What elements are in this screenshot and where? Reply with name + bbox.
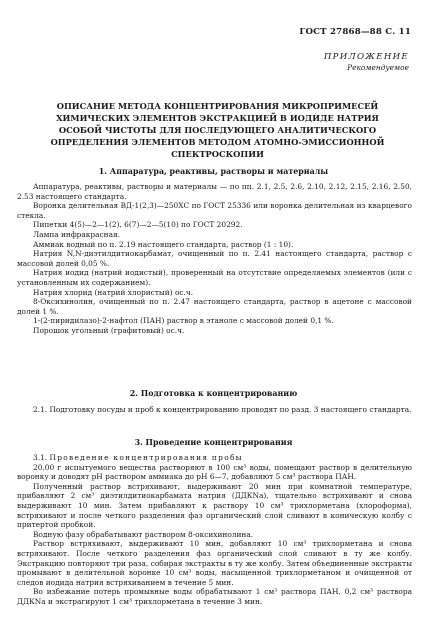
section-2-body <box>17 405 412 415</box>
appendix-title: ПРИЛОЖЕНИЕ <box>323 52 409 62</box>
paragraph: Порошок угольный (графитовый) ос.ч. <box>33 325 185 335</box>
paragraph: 20,00 г испытуемого вещества растворяют в 100 см³ воды, помещают раствор в делительную воронку и доводят рН раствором аммиака до рН 6—7, добавляют 5 см³ раствора ПАН. <box>17 462 412 482</box>
section-1-heading: 1. Аппаратура, реактивы, растворы и материалы <box>98 167 329 176</box>
paragraph: Полученный раствор встряхивают, выдерживают 20 мин при комнатной температуре, прибавляют 2 см³ диэтилдитиокарбамата натрия (ДДКNa), тщательно встряхивают и снова выдерживают 10 мин. Затем прибавляют к раствору 10 см³ трихлорметана (хлороформа), встряхивают и после четкого разделения фаз органический слой сливают в коническую колбу с притертой пробкой. <box>17 481 412 530</box>
appendix-label <box>324 52 409 72</box>
subheading <box>17 453 412 463</box>
paragraph: Натрия хлорид (натрий хлористый) ос.ч. <box>33 287 194 297</box>
section-3-heading: 3. Проведение концентрирования <box>134 438 293 447</box>
subheading-text: Проведение концентрирования пробы <box>49 453 243 462</box>
title-line: ОСОБОЙ ЧИСТОТЫ ДЛЯ ПОСЛЕДУЮЩЕГО АНАЛИТИЧЕСКОГО <box>58 125 377 135</box>
appendix-subtitle: Рекомендуемое <box>347 63 409 72</box>
paragraph: Аммиак водный по п. 2.19 настоящего стандарта, раствор (1 : 10). <box>33 239 294 249</box>
paragraph: Пипетки 4(5)—2—1(2), 6(7)—2—5(10) по ГОСТ 20292. <box>33 220 243 230</box>
section-2-heading: 2. Подготовка к концентрированию <box>129 389 298 398</box>
paragraph: 1-(2-пиридилазо)-2-нафтол (ПАН) раствор в этаноле с массовой долей 0,1 %. <box>33 316 334 326</box>
subheading-number: 3.1. <box>33 453 48 462</box>
paragraph: Во избежание потерь промывные воды обрабатывают 1 см³ раствора ПАН, 0,2 см³ раствора ДДКNa и экстрагируют 1 см³ трихлорметана в течение 3 мин. <box>17 587 412 606</box>
paragraph: Аппаратура, реактивы, растворы и материалы — по пп. 2.1, 2.5, 2.6, 2.10, 2.12, 2.15, 2.16, 2.50, 2.53 настоящего стандарта. <box>17 182 412 201</box>
paragraph: 8-Оксихинолин, очищенный по п. 2.47 настоящего стандарта, раствор в ацетоне с массовой долей 1 %. <box>17 297 412 316</box>
paragraph: Натрия N,N-диэтилдитиокарбамат, очищенный по п. 2.41 настоящего стандарта, раствор с массовой долей 0,05 %. <box>17 249 412 268</box>
paragraph: Лампа инфракрасная. <box>33 229 121 239</box>
title-line: ОПРЕДЕЛЕНИЯ ЭЛЕМЕНТОВ МЕТОДОМ АТОМНО-ЭМИССИОННОЙ <box>50 137 385 147</box>
title-line: ОПИСАНИЕ МЕТОДА КОНЦЕНТРИРОВАНИЯ МИКРОПРИМЕСЕЙ <box>56 101 379 111</box>
paragraph: Водную фазу обрабатывают раствором 8-оксихинолина. <box>33 529 254 539</box>
section-3-body <box>17 453 412 607</box>
paragraph: Воронка делительная ВД-1(2,3)—250ХС по ГОСТ 25336 или воронка делительная из кварцевого стекла. <box>17 201 412 220</box>
document-title <box>40 100 395 160</box>
page-header: ГОСТ 27868—88 С. 11 <box>299 27 411 37</box>
title-line: ХИМИЧЕСКИХ ЭЛЕМЕНТОВ ЭКСТРАКЦИЕЙ В ИОДИДЕ НАТРИЯ <box>56 113 379 123</box>
title-line: СПЕКТРОСКОПИИ <box>171 149 264 159</box>
section-1-body <box>17 182 412 336</box>
paragraph: 2.1. Подготовку посуды и проб к концентрированию проводят по разд. 3 настоящего стандарта. <box>33 405 412 414</box>
paragraph: Раствор встряхивают, выдерживают 10 мин, добавляют 10 см³ трихлорметана и снова встряхивают. После четкого разделения фаз органический слой сливают в ту же колбу. Экстракцию повторяют три раза, собирая экстракты в ту же колбу. Затем объединенные экстракты промывают в делительной воронке 10 см³ воды, насыщенной трихлорметаном и очищенной от следов иодида натрия встряхиванием в течение 5 мин. <box>17 539 412 587</box>
paragraph: Натрия иодид (натрий иодистый), проверенный на отсутствие определяемых элементов (или с установленным их содержанием). <box>17 268 412 287</box>
